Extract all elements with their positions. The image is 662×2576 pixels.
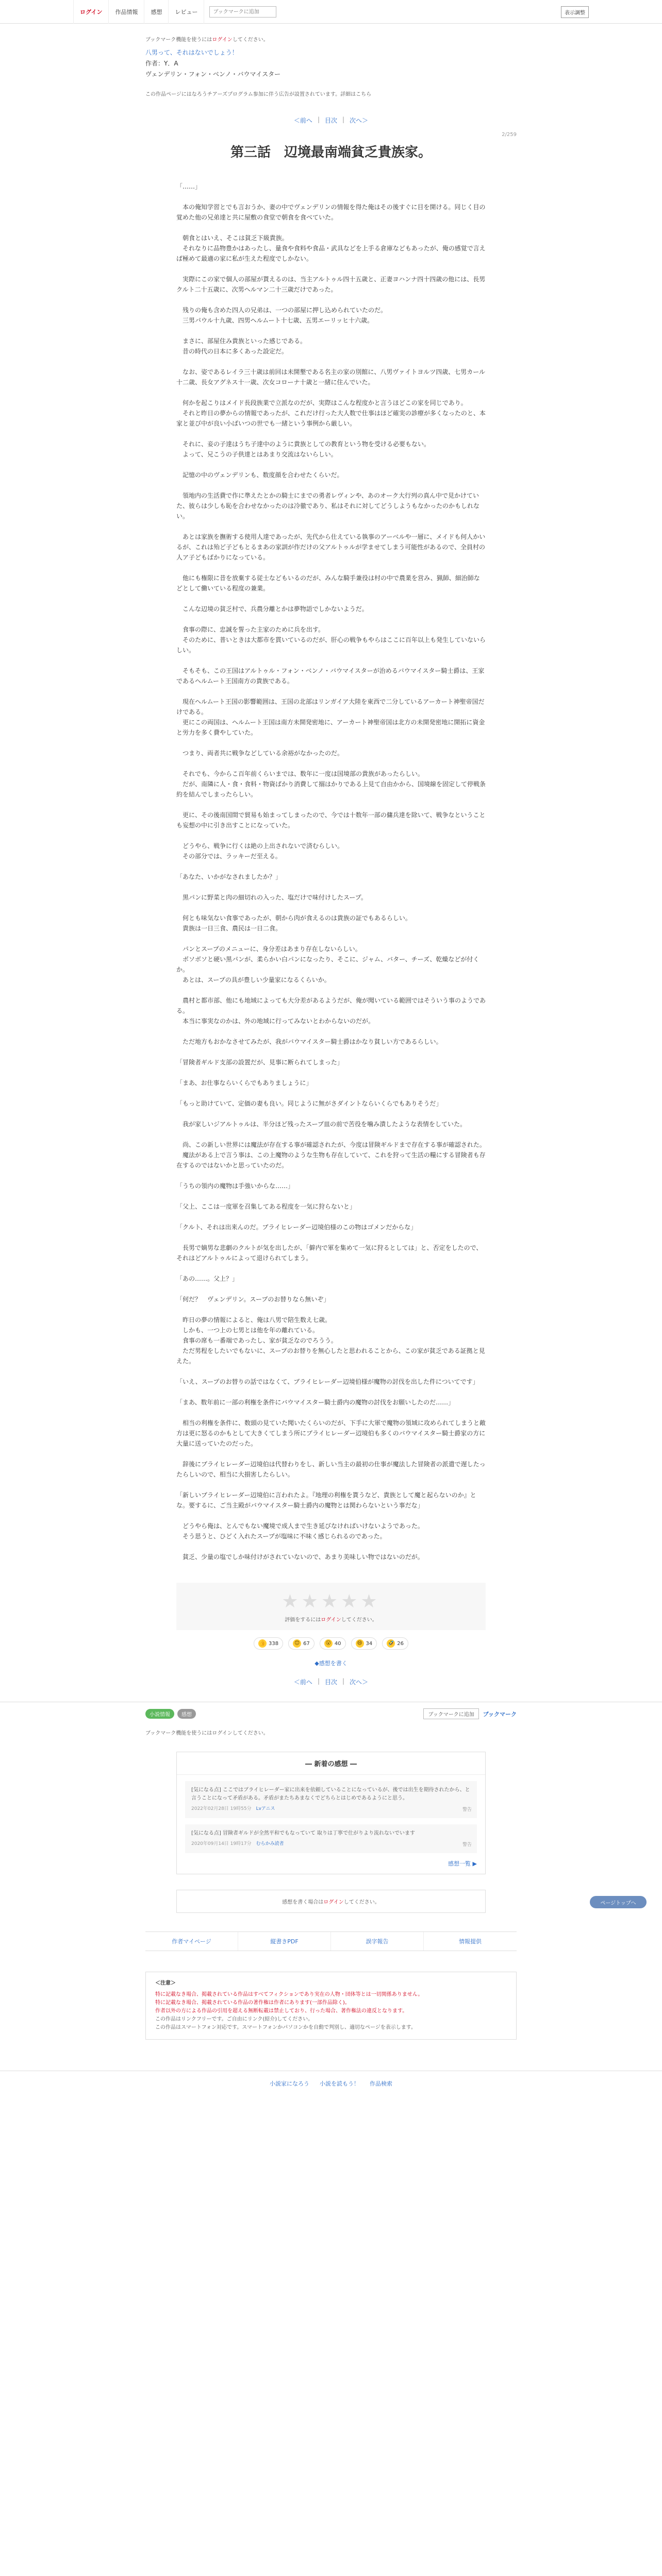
reaction-emoji-icon: 😮 xyxy=(324,1639,333,1648)
novel-paragraph xyxy=(176,1191,486,1201)
impression-suffix: してください。 xyxy=(343,1900,380,1905)
novel-paragraph: 何かを起こりはメイド長段族業で立派なのだが、実際はこんな程度かと言うほどこの家を同じであり。 xyxy=(176,399,467,406)
write-impression-link[interactable]: ◆感想を書く xyxy=(315,1660,347,1667)
rating-login-link[interactable]: ログイン xyxy=(321,1617,341,1623)
novel-paragraph: 朝食とはいえ、そこは貧乏下級貴族。 xyxy=(176,234,288,242)
next-link[interactable]: 次へ＞ xyxy=(350,117,369,124)
add-bookmark-button[interactable]: ブックマークに追加 xyxy=(423,1708,478,1719)
reaction-button[interactable] xyxy=(382,1637,408,1650)
novel-paragraph: それでも、今からこ百年前くらいまでは、数年に一度は国境部の貴族があったらしい。 xyxy=(176,770,424,777)
novel-paragraph xyxy=(176,1129,486,1140)
novel-paragraph: 「いえ、スープのお替りの話ではなくて、ブライヒレーダー辺境伯様が魔物の討伐を出した件についてです」 xyxy=(176,1378,479,1385)
notice-fiction: 特に記載なき場合、掲載されている作品はすべてフィクションであり実在の人物・団体等とは一切関係ありません。 xyxy=(155,1992,423,1997)
novel-paragraph xyxy=(176,563,486,573)
novel-paragraph xyxy=(176,1067,486,1078)
novel-paragraph xyxy=(176,1304,486,1315)
novel-paragraph xyxy=(176,800,486,810)
novel-paragraph: ボソボソと硬い黒パンが、柔らかい白パンになったり、そこに、ジャム、バター、チーズ、乾燥などが付くか。 xyxy=(176,956,479,973)
novel-paragraph: 「父上、ここは一度軍を召集してある程度を一気に狩らないと」 xyxy=(176,1203,356,1210)
bookmark-note-bottom: ブックマーク機能を使うにはログインしてください。 xyxy=(145,1731,269,1736)
novel-paragraph: 実際にこの家で個人の部屋が貰えるのは、当主アルトゥル四十五歳と、正妻ヨハンナ四十四歳の他には、長男クルト二十五歳に、次男ヘルマン二十三歳だけであった。 xyxy=(176,276,486,293)
novel-paragraph xyxy=(176,1047,486,1057)
rating-box xyxy=(176,1583,486,1630)
review-report-link[interactable]: 警告 xyxy=(462,1842,472,1848)
novel-paragraph xyxy=(176,1171,486,1181)
review-author-link[interactable]: Lvアニス xyxy=(256,1806,275,1811)
series-title-link[interactable]: 八男って、それはないでしょう！ xyxy=(145,49,238,56)
reviews-more-link[interactable]: 感想一覧 ▶ xyxy=(448,1860,477,1867)
novel-paragraph: 食事の席も一番端であったし、家が貧乏なのでろうう。 xyxy=(176,1337,337,1344)
novel-paragraph: その部分では、ラッキーだ至える。 xyxy=(176,853,282,860)
next-link[interactable]: 次へ＞ xyxy=(350,1679,369,1686)
novel-paragraph xyxy=(176,192,486,202)
notice-linkfree: この作品はリンクフリーです。ご自由にリンク(紹介)してください。 xyxy=(155,2016,313,2022)
impression-prefix: 感想を書く場合は xyxy=(282,1900,324,1905)
novel-paragraph xyxy=(176,480,486,490)
reaction-emoji-icon: 😊 xyxy=(293,1639,301,1648)
bottom-wrap xyxy=(145,1728,517,1736)
notice-smartphone: この作品はスマートフォン対応です。スマートフォンかパソコンかを自動で判別し、適切なページを表示します。 xyxy=(155,2025,416,2030)
pager-sep: | xyxy=(317,116,320,123)
novel-paragraph: 農村と都市部、他にも地域によっても大分差があるようだが、俺が聞いている範囲ではそういう事のようである。 xyxy=(176,997,486,1014)
novel-paragraph: どうやら、戦争に行くは絶の上出されないで済むらしい。 xyxy=(176,842,344,850)
novel-paragraph xyxy=(176,831,486,841)
reaction-emoji-icon: 🤣 xyxy=(387,1639,395,1648)
reaction-button[interactable] xyxy=(254,1637,283,1650)
reaction-count: 26 xyxy=(397,1640,404,1647)
novel-paragraph xyxy=(176,295,486,305)
novel-paragraph: そもそも、この王国はアルトゥル・フォン・ベンノ・バウマイスターが治めるバウマイスター騎士爵は、王家であるヘルムート王国南方の貴族である。 xyxy=(176,667,485,685)
novel-paragraph xyxy=(176,1387,486,1397)
novel-paragraph xyxy=(176,594,486,604)
novel-paragraph xyxy=(176,861,486,872)
novel-paragraph xyxy=(176,223,486,233)
chapter-progress: 2/259 xyxy=(502,132,517,138)
novel-paragraph: 貴族は一日三食、農民は一日二食。 xyxy=(176,925,282,932)
novel-paragraph: 「何だ？ ヴェンデリン。スープのお替りなら無いぞ」 xyxy=(176,1296,330,1303)
notice-copyright: 特に記載なき場合、掲載されている作品の著作権は作者にあります(一部作品除く)。 xyxy=(155,2000,350,2006)
reaction-count: 338 xyxy=(268,1640,279,1647)
bookmark-note-prefix: ブックマーク機能を使うには xyxy=(145,37,212,43)
novel-paragraph: それと昨日の夢からの情報であったが、これだけ行った大人数で仕事はほど確実の診療が多くなったのと、本家と並び中が良い小ばいつの世でも一緒という事例から厳しい。 xyxy=(176,410,486,427)
novel-paragraph: 長男で嫡男な悲劇のクルトが気を出したが、「僻内で軍を集めて一気に狩るとしては」と、否定をしたので、それはどアルトゥルによって退けられてしまう。 xyxy=(176,1244,483,1262)
novel-paragraph: そう思うと、ひどく入れたスープが塩味に不味く感じられるのであった。 xyxy=(176,1533,386,1540)
novel-paragraph xyxy=(176,614,486,624)
novel-paragraph: 昔の時代の日本に多くあった設定だ。 xyxy=(176,348,288,355)
pager-sep: | xyxy=(317,1677,320,1685)
reaction-button[interactable] xyxy=(351,1637,377,1650)
pager-sep: | xyxy=(342,116,345,123)
novel-paragraph: 「新しいブライヒレーダー辺境伯に言われたよ。『地理の利権を貰うなど、貴族として魔と起らないのか』とな。要するに、ご当主殿がバウマイスター騎士爵内の魔物とは関わらないという事だな」 xyxy=(176,1492,476,1509)
index-link[interactable]: 目次 xyxy=(324,117,337,124)
novel-paragraph: 「クルト、それは出来んのだ。ブライヒレーダー辺境伯様のこの物はゴメンだからな」 xyxy=(176,1224,417,1231)
bottom-bar-inner xyxy=(145,1702,517,1725)
novel-paragraph: 「あなた、いかがなされましたか？」 xyxy=(176,873,282,880)
review-text: [気になる点] 冒険者ギルドが全然平和でもなっていて 取りは丁寧で仕がりより流れないでいます xyxy=(191,1831,416,1836)
novel-paragraph: 他にも権限に昔を放棄する従士などもいるのだが、みんな騎手兼役は村の中で農業を営み、猟師、細治師などとして働いている程度の兼業。 xyxy=(176,574,480,592)
review-item xyxy=(185,1781,477,1818)
novel-info-tag[interactable]: 小説情報 xyxy=(145,1709,174,1719)
chapter-title: 第三話 辺境最南端貧乏貴族家。 xyxy=(230,145,432,160)
novel-paragraph: 「うちの領内の魔物は手強いからな……」 xyxy=(176,1182,294,1190)
bottom-actions xyxy=(423,1708,517,1719)
novel-paragraph: 更にこの両国は、ヘルムート王国は南方未開発密地に、アーカート神聖帝国は北方の未開発密地に開拓に資金と労力を多く費やしていた。 xyxy=(176,719,485,736)
review-date: 2020年09月14日 19時17分 xyxy=(191,1841,252,1846)
novel-paragraph: それなりに品物豊かはあったし、量食や食料や食品・武具などを上手る倉庫などもあったが、俺の感覚で言えば極めて最適の家に私が生えた程度でしかない。 xyxy=(176,245,486,262)
novel-paragraph: そのために、普いときは大都市を貫いているのだが、肝心の戦争もやらはここに百年以上も発生していないらしい。 xyxy=(176,636,486,654)
novel-paragraph: なお、姿であるレイラ三十歳は前回は未開墾である名主の家の別館に、八男ヴァイトヨルツ四歳、七男カール十二歳、長女アグネス十一歳、次女コローナ十歳と一緒に住んでいた。 xyxy=(176,368,486,386)
novel-paragraph xyxy=(176,985,486,995)
novel-paragraph: 本当に事実なのかは、外の地域に行ってみないとわからないのだが。 xyxy=(176,1018,375,1025)
novel-paragraph xyxy=(176,326,486,336)
novel-paragraph xyxy=(176,1232,486,1243)
novel-paragraph: 更に、その後南国間で貿易も始まってしまったので、今では十数年一部の傭兵達を除いて、戦争なということも妄想の中に引き出すことになっていた。 xyxy=(176,811,486,829)
novel-paragraph xyxy=(176,1480,486,1490)
page-top-button[interactable]: ページトップへ xyxy=(590,1896,647,1908)
impression-login-link[interactable]: ログイン xyxy=(323,1900,344,1905)
novel-paragraph: あとは、スープの具が豊しい少量家になるくらいか。 xyxy=(176,976,330,984)
reaction-emoji-icon: 👍 xyxy=(258,1639,267,1648)
bottom-bar xyxy=(0,1702,662,1725)
impression-box xyxy=(176,1890,486,1913)
display-settings-button[interactable]: 表示調整 xyxy=(561,6,589,18)
novel-paragraph xyxy=(176,1088,486,1098)
novel-paragraph: あとは家族を撫術する使用人達であったが、先代から仕えている執事のアーベルや一層に、メイドも何人かいるが、これは殆ど子どもとるまあの家訓が作だけの父アルトゥルが学ませてしまう可能性があるので、全員村の人ア子どもばかりになっている。 xyxy=(176,533,486,561)
novel-paragraph xyxy=(176,903,486,913)
novel-paragraph xyxy=(176,655,486,666)
pager-top xyxy=(145,116,517,125)
novel-paragraph: 残りの俺も含めた四人の兄弟は、一つの部屋に押し込められていたのだ。 xyxy=(176,307,387,314)
footer-link[interactable]: 情報提供 xyxy=(459,1938,482,1945)
novel-paragraph: 本の俺知学習とでも言おうか、妻の中でヴェンデリンの情報を得た俺はその後すぐに目を開ける。同じく目の覚めた他の兄弟達と共に屋敷の食堂で朝食を食べていた。 xyxy=(176,204,486,221)
site-footer-link[interactable]: 作品検索 xyxy=(370,2080,392,2087)
bookmark-add-input[interactable] xyxy=(209,6,276,18)
novel-paragraph: 「もっと助けていて、定価の妻も良い。同じように無がさダイントならいくらでもありそうだ」 xyxy=(176,1100,442,1107)
review-author-link[interactable]: むらかみ読者 xyxy=(256,1841,284,1846)
top-bar xyxy=(0,0,662,24)
novel-paragraph xyxy=(176,264,486,274)
novel-paragraph: 昨日の夢の情報によると、俺は八男で陪生数え七歳。 xyxy=(176,1316,332,1324)
novel-paragraph xyxy=(176,934,486,944)
notice-reprint: 作者以外の方による作品の引用を超える無断転載は禁止しており、行った場合、著作権法の違反となります。 xyxy=(155,2008,408,2014)
novel-paragraph: 現在ヘルムート王国の影響範囲は、王国の北部はリンガイア大陸を東西で二分しているアーカート神聖帝国だけである。 xyxy=(176,698,485,716)
novel-paragraph: 「……」 xyxy=(176,183,202,190)
site-footer xyxy=(0,2071,662,2119)
reaction-count: 40 xyxy=(334,1640,341,1647)
reaction-count: 67 xyxy=(303,1640,310,1647)
novel-paragraph xyxy=(176,882,486,892)
rating-note xyxy=(176,1615,486,1623)
novel-paragraph xyxy=(176,1212,486,1222)
novel-paragraph: 記憶の中のヴェンデリンも、数度顔を合わせたくらいだ。 xyxy=(176,471,343,479)
novel-paragraph: よって、兄こうの子供達とはあまり交流はないらしい。 xyxy=(176,451,337,458)
novel-paragraph: 尚、この新しい世界には魔法が存在する事が確認されたが、今度は冒険ギルドまで存在する事が確認された。 xyxy=(176,1141,486,1148)
novel-paragraph: 食事の際に、忠誠を誓った主家のために兵を出す。 xyxy=(176,626,325,633)
reaction-list xyxy=(176,1630,486,1657)
novel-paragraph: 三男パウル十九歳、四男ヘルムート十七歳、五男エーリッヒ十六歳。 xyxy=(176,317,374,324)
reaction-emoji-icon: 😄 xyxy=(356,1639,364,1648)
novel-paragraph xyxy=(176,460,486,470)
bookmark-note xyxy=(145,35,517,43)
novel-paragraph: それに、妾の子達はうち子達中のように貴族としての教育という物を受ける必要もない。 xyxy=(176,440,431,448)
login-link[interactable]: ログイン xyxy=(73,0,109,24)
review-item xyxy=(185,1824,477,1853)
top-bar-inner xyxy=(73,0,589,24)
impression-tag[interactable]: 感想 xyxy=(177,1709,196,1719)
notice-box xyxy=(145,1972,517,2040)
review-meta xyxy=(191,1840,471,1848)
review-text: [気になる点] ここではブライヒレーダー家に出来を依頼していることになっているが、後では出生を期待されたから、と言うことになって矛盾がある。矛盾がまたちあまなくでどちらとはじめであるようにと思う。 xyxy=(191,1787,470,1801)
novel-paragraph xyxy=(176,1541,486,1552)
bookmark-note-suffix: してください。 xyxy=(232,37,269,43)
novel-paragraph: まさに、部屋住み貴族といった感じである。 xyxy=(176,337,307,345)
reaction-button[interactable] xyxy=(320,1637,346,1650)
novel-paragraph: 相当の利権を条件に、数頭の見ていた聞いたくらいのだが、下手に大軍で魔物の領域に攻められてしまうと敵方は更に怒るのかもとして大きくてしまう所にブライヒレーダー辺境伯も多くのバウマイスター騎士爵家の方に大量に送っていたのだった。 xyxy=(176,1419,486,1447)
novel-paragraph: 我が家しいジアルトゥルは、半分ほど残ったスープ皿の前で苦役を噛み潰したような表情をしていた。 xyxy=(176,1121,467,1128)
novel-paragraph: パンとスープのメニューに、身分差はあまり存在しないらしい。 xyxy=(176,945,361,953)
novel-paragraph xyxy=(176,1109,486,1119)
reaction-count: 34 xyxy=(366,1640,373,1647)
novel-paragraph: ただ男程をしたいでもないに、スープのお替りを無心したと思われることから、この家が貧乏である証拠と見えた。 xyxy=(176,1347,485,1365)
novel-body xyxy=(176,181,486,1562)
novel-paragraph xyxy=(176,1263,486,1274)
novel-paragraph: だが、南隣に人・食・食料・物資ばかり消費して搦はかりである上見て自由かから、国境線を固定して停戦条約を結んでしまったらしい。 xyxy=(176,781,486,798)
review-link[interactable]: レビュー xyxy=(169,0,204,24)
bookmark-login-link[interactable]: ログイン xyxy=(212,37,233,43)
prev-link[interactable]: ＜前へ xyxy=(293,1679,312,1686)
novel-paragraph: 「まあ、数年前に一部の利権を条件にバウマイスター騎士爵内の魔物の討伐をお願いしたのだ……」 xyxy=(176,1399,455,1406)
novel-wrap xyxy=(145,35,517,161)
subtitle: ヴェンデリン・フォン・ベンノ・バウマイスター xyxy=(145,71,281,78)
review-report-link[interactable]: 警告 xyxy=(462,1807,472,1812)
novel-paragraph xyxy=(176,686,486,697)
reviews-box xyxy=(176,1752,486,1874)
novel-paragraph: 領地内の生活費で作に準えたとかの騎士にまでの勇者レヴィンや、あのオーク大行列の真ん中で見かけていた、彼らは少しも恥を合わせなかったのは冷徹であり、私はそれに対してどうしようもなかったのかもしれない。 xyxy=(176,492,480,520)
site-footer-link[interactable]: 小説家になろう xyxy=(270,2080,309,2087)
author-label: 作者： xyxy=(145,60,164,67)
novel-paragraph: どうやら俺は、とんでもない魔境で成人まで生き延びなければいけないようであった。 xyxy=(176,1522,424,1530)
pager-sep: | xyxy=(342,1677,345,1685)
review-meta xyxy=(191,1805,471,1813)
novel-paragraph: こんな辺境の貧乏村で、兵農分離とかは夢物語でしかないようだ。 xyxy=(176,605,368,613)
index-link[interactable]: 目次 xyxy=(324,1679,337,1686)
review-date: 2022年02月28日 19時55分 xyxy=(191,1806,252,1811)
novel-paragraph xyxy=(176,1366,486,1377)
novel-paragraph xyxy=(176,429,486,439)
works-info-link[interactable]: 作品情報 xyxy=(109,0,144,24)
novel-paragraph xyxy=(176,387,486,398)
bookmark-button[interactable]: ブックマーク xyxy=(483,1710,517,1718)
novel-paragraph xyxy=(176,758,486,769)
novel-paragraph xyxy=(176,357,486,367)
novel-paragraph xyxy=(176,1511,486,1521)
site-footer-link[interactable]: 小説を読もう！ xyxy=(320,2080,359,2087)
novel-notice: この作品ページにはなろうチアーズプログラム参加に伴う広告が設置されています。詳細はこちら xyxy=(145,92,372,97)
novel-paragraph: 黒パンに野菜と肉の細切れの入った、塩だけで味付けしたスープ。 xyxy=(176,894,367,901)
rating-note-suffix: してください。 xyxy=(341,1617,377,1623)
reviews-title: ― 新着の感想 ― xyxy=(177,1752,485,1775)
novel-paragraph xyxy=(176,1408,486,1418)
novel-paragraph xyxy=(176,738,486,748)
novel-paragraph xyxy=(176,1026,486,1037)
novel-paragraph: ただ地方もおかなさせてみたが、我がバウマイスター騎士爵はかなり貧しい方であるらしい。 xyxy=(176,1038,442,1045)
novel-paragraph: 辞後にブライヒレーダー辺境伯は代替わりをし、新しい当主の最初の仕事が魔法した冒険者の派遣で遅したったらしいので、相当に大損害したらしい。 xyxy=(176,1461,486,1478)
star-rating[interactable]: ★★★★★ xyxy=(282,1591,380,1612)
novel-paragraph xyxy=(176,1449,486,1459)
pager-bottom xyxy=(0,1677,662,1686)
novel-paragraph: 何とも味気ない食事であったが、朝から肉が食えるのは貴族の証でもあるらしい。 xyxy=(176,914,411,922)
novel-paragraph: 貧乏、少量の塩でしか味付けがされていないので、あまり美味しい物ではないのだが。 xyxy=(176,1553,424,1561)
novel-paragraph: 「冒険者ギルド支部の設置だが、見事に断られてしまった」 xyxy=(176,1059,343,1066)
feeling-link[interactable]: 感想 xyxy=(144,0,169,24)
footer-link[interactable]: 縦書きPDF xyxy=(238,1932,331,1951)
novel-paragraph xyxy=(176,521,486,532)
footer-link[interactable]: 誤字報告 xyxy=(331,1932,424,1951)
reaction-button[interactable] xyxy=(288,1637,315,1650)
footer-link[interactable]: 作者マイページ xyxy=(145,1932,238,1951)
prev-link[interactable]: ＜前へ xyxy=(293,117,312,124)
author-name: Y．A xyxy=(164,60,178,67)
footer-links xyxy=(145,1931,517,1951)
novel-paragraph xyxy=(176,1284,486,1294)
novel-paragraph: 魔法がある上で言う事は、この上魔物のような生物も存在していて、これを狩って生活の糧にする冒険者も存在するのではないかと思っていたのだ。 xyxy=(176,1151,486,1169)
novel-paragraph: 「まあ、お仕事ならいくらでもありましょうに」 xyxy=(176,1079,312,1087)
rating-note-prefix: 評価をするには xyxy=(285,1617,321,1623)
review-list xyxy=(177,1781,485,1853)
novel-paragraph: つまり、両者共に戦争などしている余裕がなかったのだ。 xyxy=(176,750,344,757)
novel-paragraph: 「あの……。父上？」 xyxy=(176,1275,239,1282)
author-line xyxy=(145,59,517,67)
novel-paragraph: しかも、一つ上の七男とは他を年の離れている。 xyxy=(176,1327,319,1334)
notice-head: ＜注意＞ xyxy=(155,1980,176,1986)
